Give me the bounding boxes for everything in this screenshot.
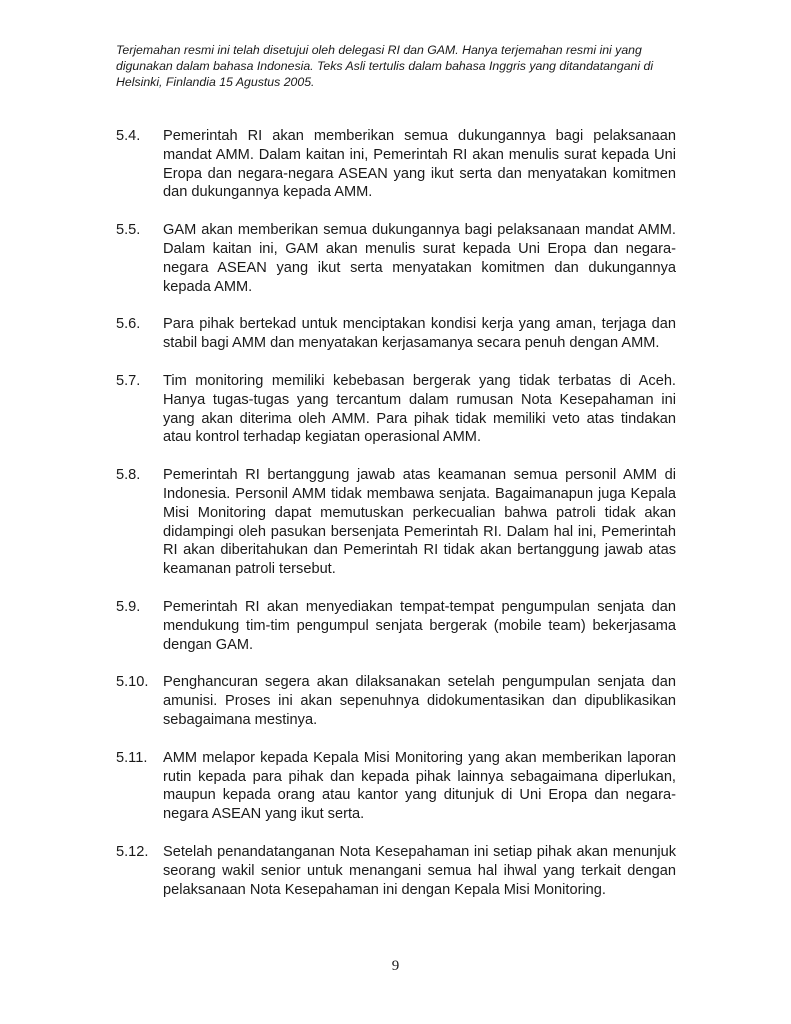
article-item — [116, 598, 676, 654]
article-number: 5.12. — [116, 843, 149, 860]
article-item — [116, 466, 676, 579]
page-number: 9 — [391, 958, 400, 974]
article-number: 5.7. — [116, 372, 141, 389]
article-text: Tim monitoring memiliki kebebasan bergerak yang tidak terbatas di Aceh. Hanya tugas-tugas yang tercantum dalam rumusan Nota Kesepahaman ini yang akan diterima oleh AMM. Para pihak tidak memiliki veto atas tindakan atau kontrol terhadap kegiatan operasional AMM. — [163, 372, 676, 446]
article-item — [116, 843, 676, 899]
article-number: 5.4. — [116, 128, 141, 144]
article-text: Pemerintah RI bertanggung jawab atas keamanan semua personil AMM di Indonesia. Personil AMM tidak membawa senjata. Bagaimanapun juga Kepala Misi Monitoring dapat memutuskan perkecualian bahwa patroli tidak akan didampingi oleh pasukan bersenjata Pemerintah RI. Dalam hal ini, Pemerintah RI akan diberitahukan dan Pemerintah RI tidak akan bertanggung jawab atas keamanan patroli tersebut. — [163, 467, 676, 578]
article-text: Pemerintah RI akan memberikan semua dukungannya bagi pelaksanaan mandat AMM. Dalam kaitan ini, Pemerintah RI akan menulis surat kepada Uni Eropa dan negara-negara ASEAN yang ikut serta dan menyatakan komitmen dan dukungannya kepada AMM. — [163, 128, 676, 201]
article-text: GAM akan memberikan semua dukungannya bagi pelaksanaan mandat AMM. Dalam kaitan ini, GAM akan menulis surat kepada Uni Eropa dan negara-negara ASEAN yang ikut serta menyatakan komitmen dan dukungannya kepada AMM. — [163, 222, 676, 295]
article-text: AMM melapor kepada Kepala Misi Monitoring yang akan memberikan laporan rutin kepada para pihak dan kepada pihak lainnya sebagaimana diperlukan, maupun kepada orang atau kantor yang ditunjuk di Uni Eropa dan negara-negara ASEAN yang ikut serta. — [163, 749, 676, 823]
article-item — [116, 127, 676, 202]
article-item — [116, 372, 676, 447]
article-number: 5.5. — [116, 222, 141, 239]
article-number: 5.6. — [116, 316, 141, 333]
article-item — [116, 673, 676, 729]
article-item — [116, 749, 676, 824]
article-number: 5.9. — [116, 598, 141, 615]
article-item — [116, 315, 676, 353]
article-text: Pemerintah RI akan menyediakan tempat-tempat pengumpulan senjata dan mendukung tim-tim pengumpul senjata bergerak (mobile team) bekerjasama dengan GAM. — [163, 598, 676, 653]
article-number: 5.11. — [116, 749, 148, 766]
article-item — [116, 221, 676, 296]
article-text: Setelah penandatanganan Nota Kesepahaman ini setiap pihak akan menunjuk seorang wakil senior untuk menangani semua hal ihwal yang terkait dengan pelaksanaan Nota Kesepahaman ini dengan Kepala Misi Monitoring. — [163, 843, 676, 898]
article-text: Penghancuran segera akan dilaksanakan setelah pengumpulan senjata dan amunisi. Proses ini akan sepenuhnya didokumentasikan dan dipublikasikan sebagaimana mestinya. — [163, 674, 676, 728]
article-text: Para pihak bertekad untuk menciptakan kondisi kerja yang aman, terjaga dan stabil bagi AMM dan menyatakan kerjasamanya secara penuh dengan AMM. — [163, 316, 676, 352]
article-number: 5.8. — [116, 467, 141, 484]
article-list — [116, 127, 676, 918]
translation-note-header: Terjemahan resmi ini telah disetujui oleh delegasi RI dan GAM. Hanya terjemahan resmi ini yang digunakan dalam bahasa Indonesia. Teks Asli tertulis dalam bahasa Inggris yang ditandatangani di Helsinki, Finlandia 15 Agustus 2005. — [116, 43, 654, 89]
article-number: 5.10. — [116, 674, 149, 691]
